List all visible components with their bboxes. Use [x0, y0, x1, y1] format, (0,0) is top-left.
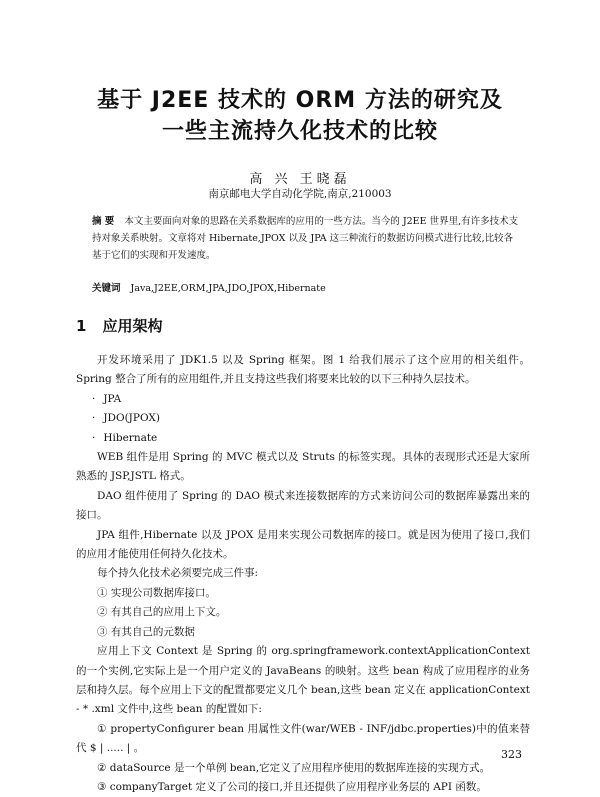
paragraph: 开发环境采用了 JDK1.5 以及 Spring 框架。图 1 给我们展示了这个应用的相关组件。Spring 整合了所有的应用组件,并且支持这些我们将要来比较的以下三种持久层技术。: [76, 354, 530, 386]
bullet-mark: ·: [92, 431, 96, 444]
bullet-text: JDO(JPOX): [103, 412, 160, 425]
body-text: [76, 351, 530, 797]
bullet-mark: ·: [92, 412, 96, 425]
affiliation: 南京邮电大学自动化学院,南京,210003: [208, 188, 392, 200]
title-line-1: 基于 J2EE 技术的 ORM 方法的研究及: [97, 88, 503, 113]
abstract: [92, 213, 522, 264]
bullet-item: [76, 390, 530, 409]
keywords-label: 关键词: [92, 283, 121, 294]
numbered-item: ② 有其自己的应用上下文。: [97, 606, 227, 619]
authors: 高 兴 王晓磊: [249, 172, 351, 187]
title-line-2: 一些主流持久化技术的比较: [161, 119, 438, 144]
numbered-item: ③ companyTarget 定义了公司的接口,并且还提供了应用程序业务层的 API 函数。: [97, 780, 487, 793]
paragraph: JPA 组件,Hibernate 以及 JPOX 是用来实现公司数据库的接口。就是因为使用了接口,我们的应用才能使用任何持久化技术。: [76, 528, 530, 561]
keywords: [92, 280, 522, 294]
paragraph: WEB 组件是用 Spring 的 MVC 模式以及 Struts 的标签实现。具体的表现形式还是大家所熟悉的 JSP,JSTL 格式。: [76, 451, 530, 483]
numbered-item: ② dataSource 是一个单例 bean,它定义了应用程序使用的数据库连接的实现方式。: [97, 761, 491, 774]
bullet-text: JPA: [103, 392, 122, 405]
abstract-text: 本文主要面向对象的思路在关系数据库的应用的一些方法。当今的 J2EE 世界里,有许多技术支持对象关系映射。文章将对 Hibernate,JPOX 以及 JPA 这三种流行的数据访问模式进行比较,比较各基于它们的实现和开发速度。: [92, 216, 519, 261]
numbered-item: ① propertyConfigurer bean 用属性文件(war/WEB - INF/jdbc.properties)中的值来替代 $ | ..... | 。: [76, 722, 530, 755]
paragraph: DAO 组件使用了 Spring 的 DAO 模式来连接数据库的方式来访问公司的数据库暴露出来的接口。: [76, 489, 530, 522]
section-heading: [76, 315, 162, 336]
bullet-text: Hibernate: [103, 431, 158, 444]
bullet-item: [76, 409, 530, 428]
bullet-item: [76, 429, 530, 448]
section-number: 1: [76, 317, 87, 335]
page-number: 323: [501, 748, 522, 761]
keywords-text: Java,J2EE,ORM,JPA,JDO,JPOX,Hibernate: [130, 283, 326, 294]
numbered-item: ① 实现公司数据库接口。: [97, 586, 216, 599]
section-title: 应用架构: [102, 317, 163, 335]
paragraph: 每个持久化技术必须要完成三件事:: [97, 567, 259, 580]
paragraph: 应用上下文 Context 是 Spring 的 org.springframework.contextApplicationContext 的一个实例,它实际上是一个用户定义的 JavaBeans 的映射。这些 bean 构成了应用程序的业务层和持久层。每个应用上下文的配置都要定义几个 bean,这些 bean 定义在 applicationContext - * .xml 文件中,这些 bean 的配置如下:: [76, 645, 530, 716]
numbered-item: ③ 有其自己的元数据: [97, 625, 195, 638]
abstract-label: 摘 要: [92, 216, 115, 227]
bullet-mark: ·: [92, 392, 96, 405]
